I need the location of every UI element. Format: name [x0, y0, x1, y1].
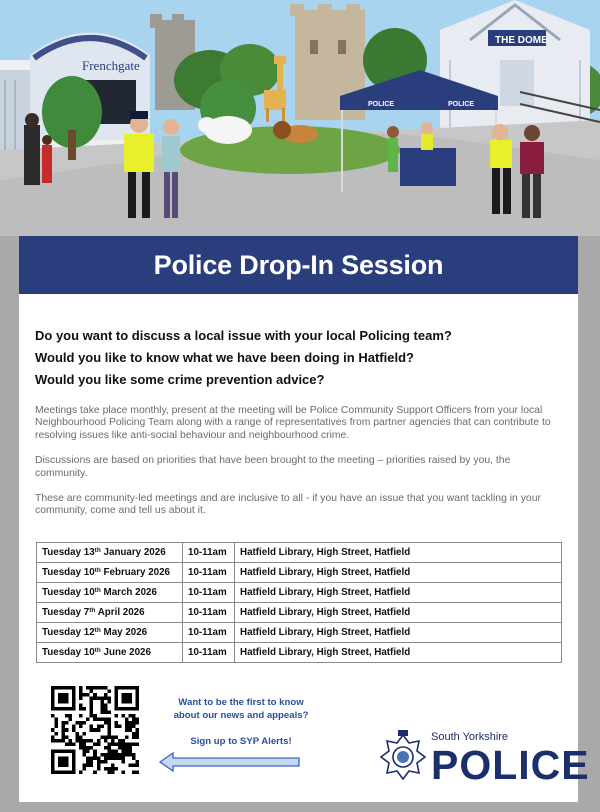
- hero-scene: [0, 0, 600, 236]
- logo-word: POLICE: [431, 742, 590, 788]
- title-banner: [19, 236, 578, 294]
- table-row: [37, 623, 562, 643]
- content-sheet: [19, 236, 590, 802]
- logo-region: South Yorkshire: [431, 731, 509, 743]
- venue-cell: Hatfield Library, High Street, Hatfield: [235, 623, 562, 643]
- question-2: Would you like to know what we have been doing in Hatfield?: [35, 350, 414, 365]
- venue-cell: Hatfield Library, High Street, Hatfield: [235, 603, 562, 623]
- schedule-table: [36, 542, 562, 663]
- question-3: Would you like some crime prevention advice?: [35, 372, 325, 387]
- question-1: Do you want to discuss a local issue with your local Policing team?: [35, 328, 452, 343]
- table-row: [37, 603, 562, 623]
- venue-cell: Hatfield Library, High Street, Hatfield: [235, 543, 562, 563]
- time-cell: 10-11am: [183, 543, 235, 563]
- promo-line-1: Want to be the first to know: [178, 697, 304, 708]
- signup-link[interactable]: Sign up to SYP Alerts!: [190, 736, 292, 747]
- table-row: [37, 543, 562, 563]
- arrow-left-icon: [159, 752, 301, 772]
- questions-block: [35, 326, 565, 392]
- date-cell: Tuesday 12th May 2026: [37, 623, 183, 643]
- time-cell: 10-11am: [183, 643, 235, 663]
- venue-cell: Hatfield Library, High Street, Hatfield: [235, 583, 562, 603]
- date-cell: Tuesday 10th June 2026: [37, 643, 183, 663]
- paragraph-discussions: Discussions are based on priorities that have been brought to the meeting – priorities raised by you, the community.: [35, 455, 511, 479]
- date-cell: Tuesday 10th March 2026: [37, 583, 183, 603]
- paragraph-meetings: Meetings take place monthly, present at the meeting will be Police Community Support Officers from your local Neighbourhood Policing Team along with a range of representatives from partner agencies that can contribute to resolving issues like anti-social behaviour and neighbourhood crime.: [35, 405, 551, 441]
- alerts-promo: [141, 696, 341, 747]
- table-row: [37, 643, 562, 663]
- table-row: [37, 563, 562, 583]
- time-cell: 10-11am: [183, 603, 235, 623]
- description-block: [35, 405, 565, 531]
- hero-illustration: [0, 0, 600, 236]
- time-cell: 10-11am: [183, 623, 235, 643]
- qr-code-icon[interactable]: [51, 686, 139, 774]
- table-row: [37, 583, 562, 603]
- time-cell: 10-11am: [183, 583, 235, 603]
- page-title: Police Drop-In Session: [153, 249, 444, 280]
- time-cell: 10-11am: [183, 563, 235, 583]
- date-cell: Tuesday 7th April 2026: [37, 603, 183, 623]
- dome-sign: THE DOME: [495, 35, 548, 46]
- venue-cell: Hatfield Library, High Street, Hatfield: [235, 563, 562, 583]
- frenchgate-sign: Frenchgate: [82, 58, 140, 73]
- promo-line-2: about our news and appeals?: [173, 710, 309, 721]
- date-cell: Tuesday 13th January 2026: [37, 543, 183, 563]
- date-cell: Tuesday 10th February 2026: [37, 563, 183, 583]
- gazebo-label-left: POLICE: [368, 101, 395, 108]
- venue-cell: Hatfield Library, High Street, Hatfield: [235, 643, 562, 663]
- paragraph-community: These are community-led meetings and are inclusive to all - if you have an issue that you want tackling in your community, come and tell us about it.: [35, 493, 541, 517]
- gazebo-label-right: POLICE: [448, 101, 475, 108]
